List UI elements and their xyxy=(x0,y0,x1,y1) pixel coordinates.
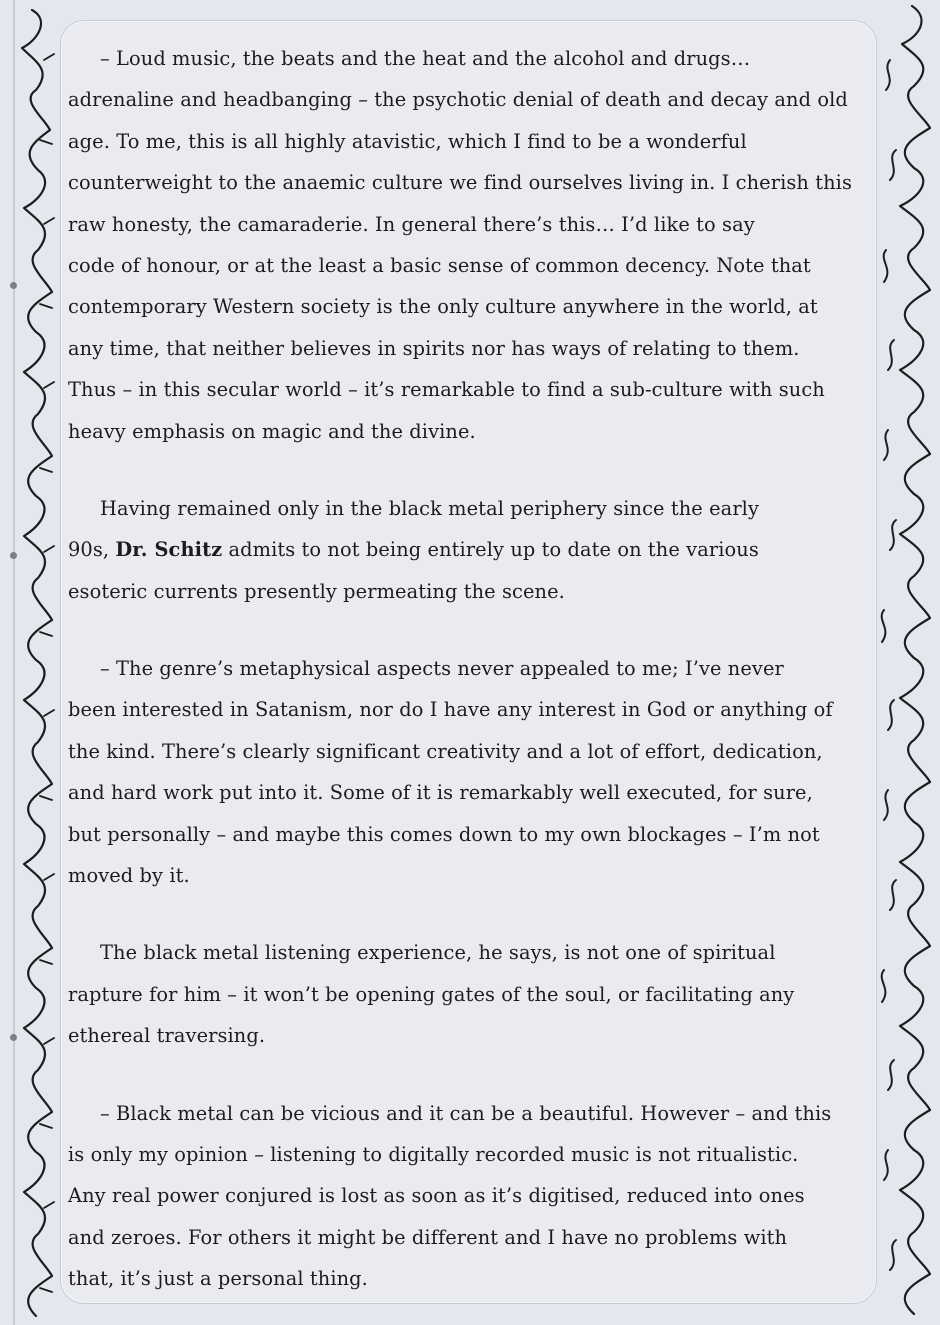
text-line: and zeroes. For others it might be different and I have no problems with xyxy=(68,1225,788,1249)
text-line xyxy=(68,529,878,570)
paragraph-1 xyxy=(68,38,878,452)
text-line: but personally – and maybe this comes down to my own blockages – I’m not xyxy=(68,822,820,846)
article-body xyxy=(68,38,878,1300)
paragraph-5 xyxy=(68,1093,878,1300)
text-line: – Loud music, the beats and the heat and the alcohol and drugs… xyxy=(100,47,751,70)
text-line: contemporary Western society is the only culture anywhere in the world, at xyxy=(68,295,818,319)
text-line: Having remained only in the black metal periphery since the early xyxy=(100,496,759,520)
paragraph-gap xyxy=(68,1057,878,1093)
paragraph-3 xyxy=(68,648,878,896)
text-line: the kind. There’s clearly significant creativity and a lot of effort, dedication, xyxy=(68,739,823,763)
text-line: ethereal traversing. xyxy=(68,1024,266,1048)
text-line: adrenaline and headbanging – the psychotic denial of death and decay and old xyxy=(68,88,848,112)
interviewee-name: Dr. Schitz xyxy=(115,538,223,562)
text-line: The black metal listening experience, he says, is not one of spiritual xyxy=(100,941,776,965)
text-line: code of honour, or at the least a basic sense of common decency. Note that xyxy=(68,253,811,277)
paragraph-4 xyxy=(68,932,878,1056)
text-line: Any real power conjured is lost as soon as it’s digitised, reduced into ones xyxy=(68,1184,805,1208)
text-line: age. To me, this is all highly atavistic, which I find to be a wonderful xyxy=(68,129,747,153)
text-line: that, it’s just a personal thing. xyxy=(68,1267,368,1291)
text-line: esoteric currents presently permeating the scene. xyxy=(68,579,565,603)
text-line: heavy emphasis on magic and the divine. xyxy=(68,419,476,443)
text-line: counterweight to the anaemic culture we find ourselves living in. I cherish this xyxy=(68,171,852,195)
paragraph-gap xyxy=(68,612,878,648)
left-squiggle-border xyxy=(22,10,52,1316)
binding-hole xyxy=(10,282,17,289)
paragraph-gap xyxy=(68,452,878,488)
text-line: been interested in Satanism, nor do I have any interest in God or anything of xyxy=(68,698,833,722)
text-fragment: admits to not being entirely up to date on the various xyxy=(222,538,759,562)
text-line: moved by it. xyxy=(68,864,190,888)
text-fragment: 90s, xyxy=(68,538,116,562)
text-line: is only my opinion – listening to digitally recorded music is not ritualistic. xyxy=(68,1142,799,1166)
text-line: rapture for him – it won’t be opening gates of the soul, or facilitating any xyxy=(68,982,795,1006)
text-line: any time, that neither believes in spirits nor has ways of relating to them. xyxy=(68,336,800,360)
text-line: raw honesty, the camaraderie. In general there’s this… I’d like to say xyxy=(68,212,755,236)
right-squiggle-border xyxy=(900,6,930,1314)
text-line: – Black metal can be vicious and it can be a beautiful. However – and this xyxy=(100,1101,832,1125)
text-line: and hard work put into it. Some of it is remarkably well executed, for sure, xyxy=(68,781,813,805)
binding-hole xyxy=(10,1034,17,1041)
text-line: – The genre’s metaphysical aspects never appealed to me; I’ve never xyxy=(100,657,784,681)
paragraph-gap xyxy=(68,896,878,932)
binding-hole xyxy=(10,552,17,559)
right-flame-strokes xyxy=(882,60,896,1270)
paragraph-2 xyxy=(68,488,878,612)
text-line: Thus – in this secular world – it’s remarkable to find a sub-culture with such xyxy=(68,378,825,402)
